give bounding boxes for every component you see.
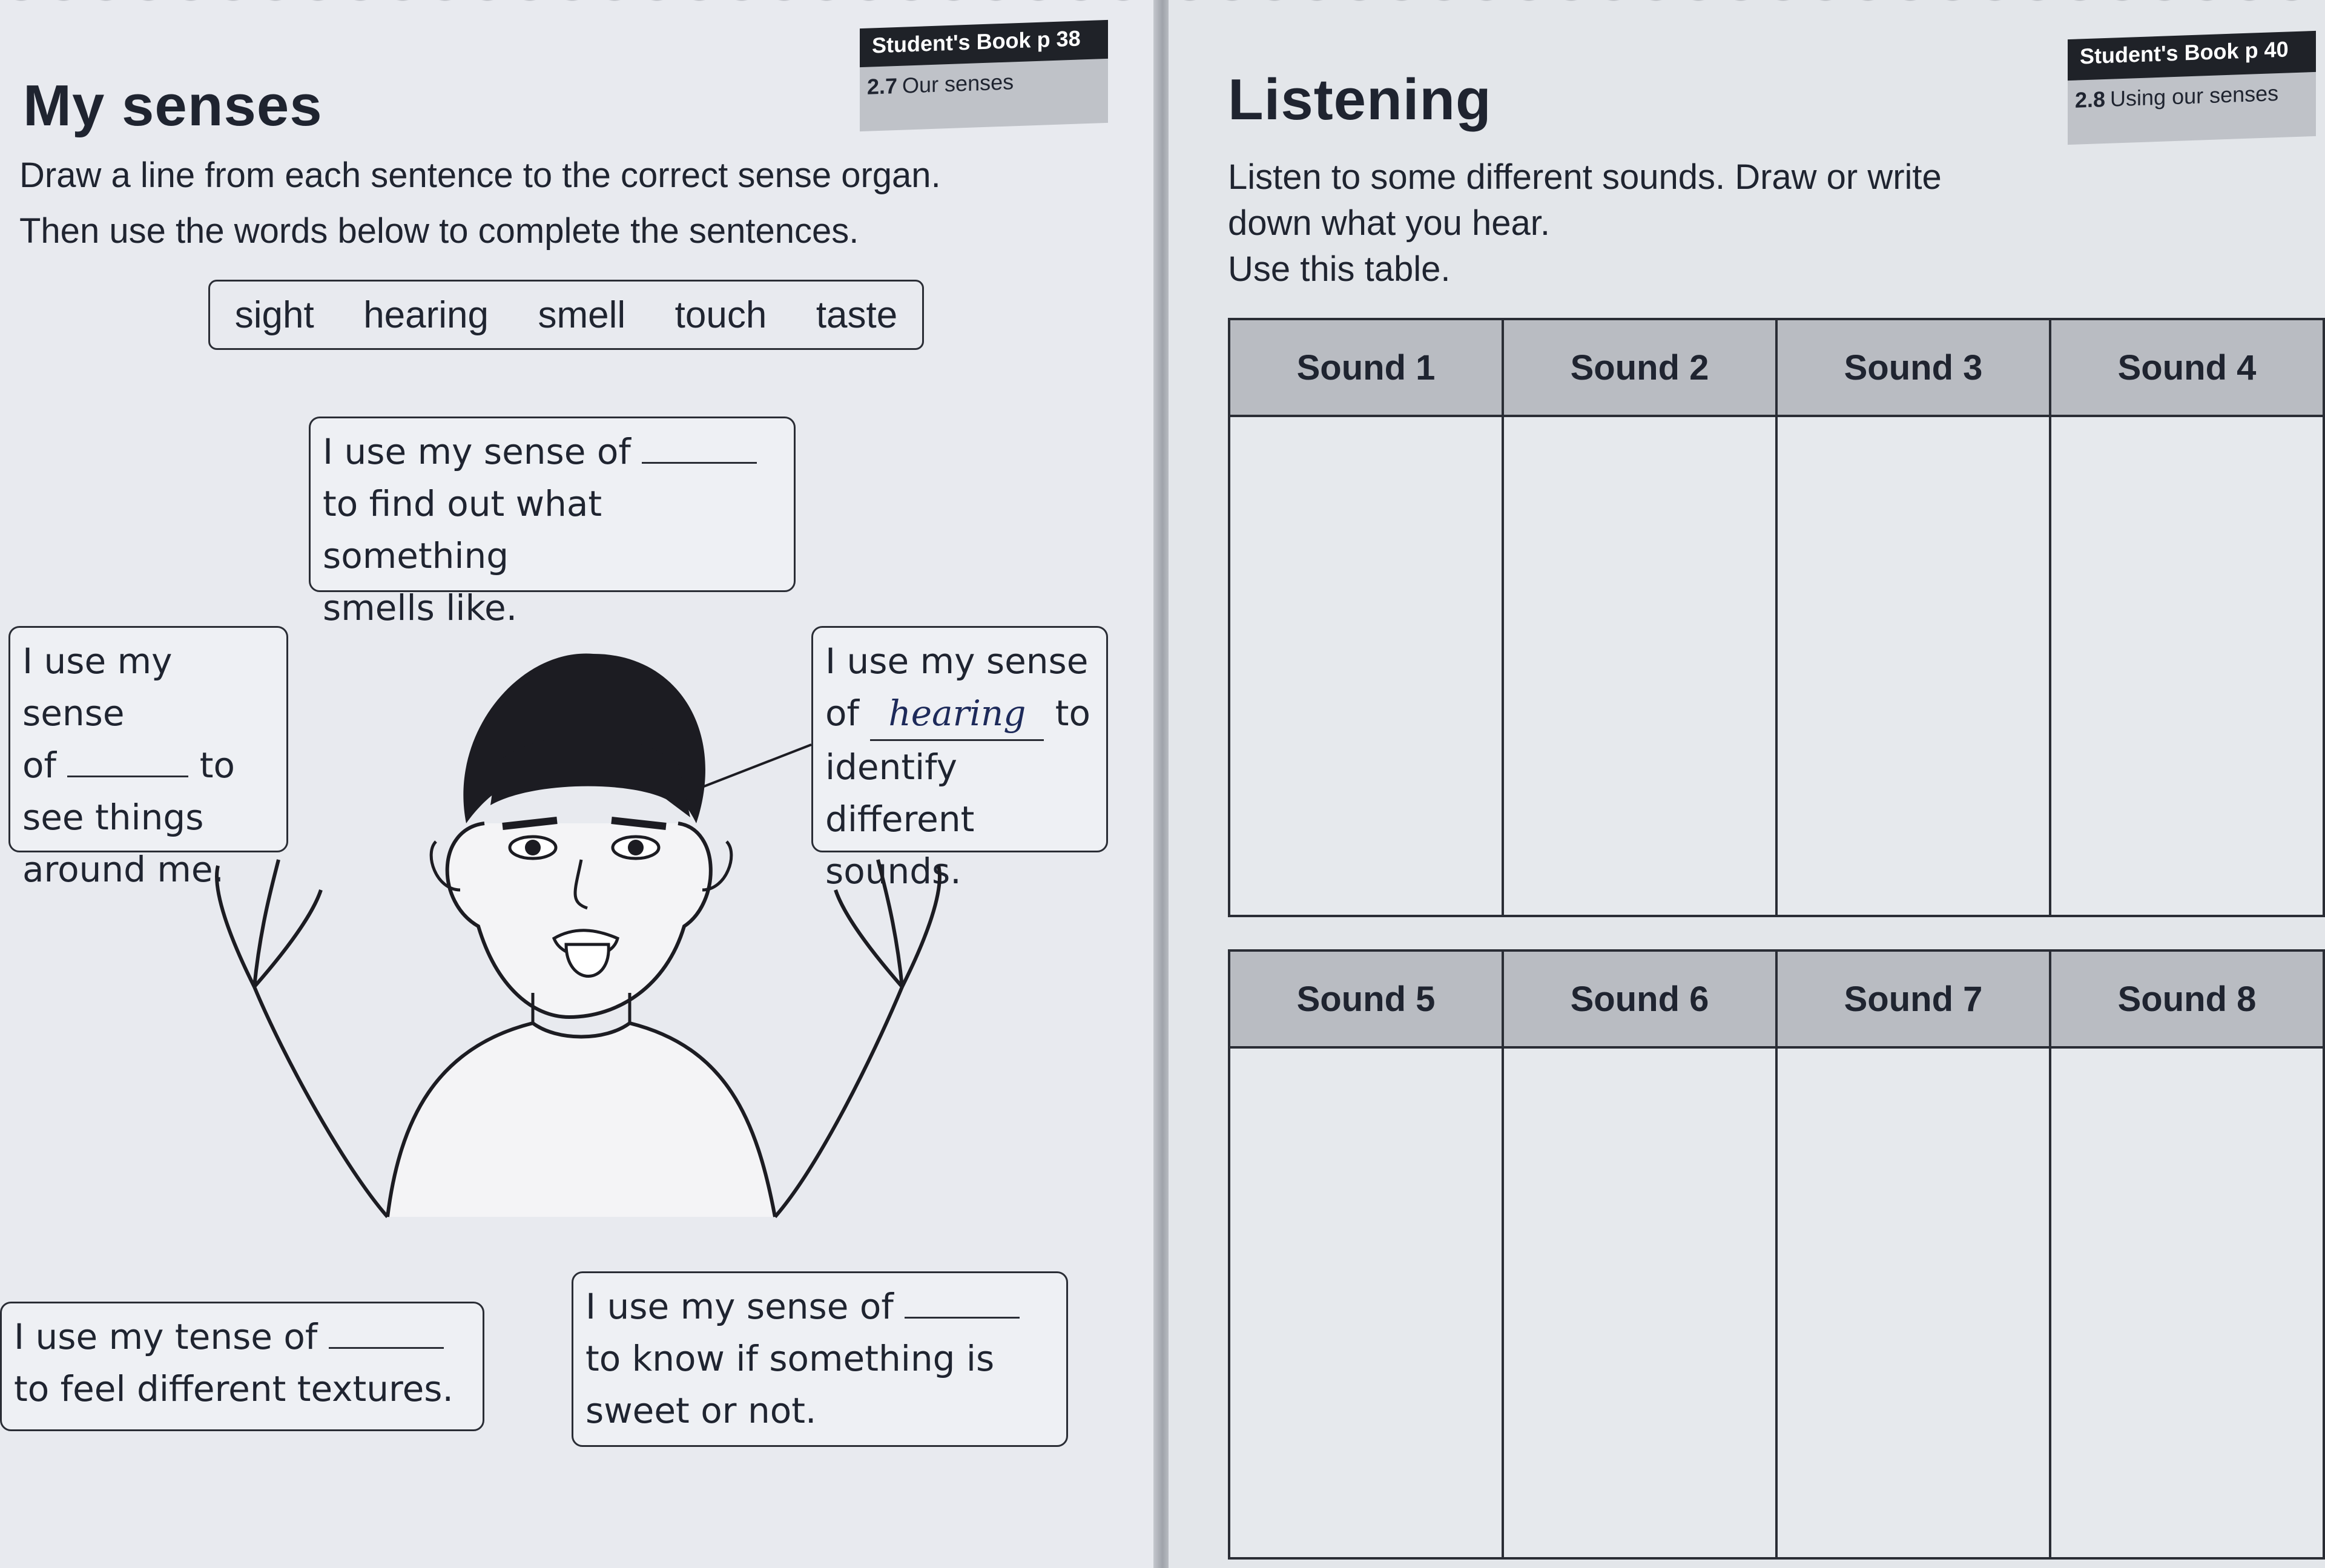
lesson-title: Our senses xyxy=(902,69,1014,98)
table-header-row xyxy=(1229,950,2324,1047)
sentence-text: to xyxy=(1055,693,1091,734)
instruction-line: Draw a line from each sentence to the correct sense organ. xyxy=(19,156,941,195)
sentence-text: identify different xyxy=(825,746,975,840)
table-header-row xyxy=(1229,319,2324,416)
sentence-text: see things xyxy=(22,797,204,838)
lesson-title: Using our senses xyxy=(2110,80,2279,111)
decorative-border xyxy=(0,0,1156,18)
sentence-text: of xyxy=(22,745,56,786)
answer-cell-sound-4[interactable] xyxy=(2050,416,2324,916)
right-pupil xyxy=(628,840,644,855)
lesson-tab xyxy=(860,59,1108,131)
sound-table-bottom xyxy=(1228,949,2325,1560)
word-bank xyxy=(208,280,924,350)
instructions xyxy=(19,148,941,259)
sentence-text: to find out what something xyxy=(323,483,602,576)
instructions xyxy=(1228,154,1942,292)
answer-cell-sound-3[interactable] xyxy=(1776,416,2050,916)
word-sight: sight xyxy=(234,294,314,336)
page-title: My senses xyxy=(23,73,323,138)
left-hand xyxy=(217,860,321,987)
sentence-text: sounds. xyxy=(825,851,961,892)
right-workbook-page xyxy=(1169,0,2325,1568)
sentence-text: to xyxy=(199,745,236,786)
answer-blank[interactable] xyxy=(67,749,188,777)
decorative-border xyxy=(1169,0,2325,18)
face xyxy=(447,823,711,1017)
sentence-box-touch xyxy=(0,1302,484,1431)
header-sound-3: Sound 3 xyxy=(1776,319,2050,416)
table-row xyxy=(1229,416,2324,916)
handwritten-answer[interactable]: hearing xyxy=(870,687,1044,741)
instruction-line: Listen to some different sounds. Draw or write xyxy=(1228,157,1942,197)
right-hand xyxy=(836,860,940,987)
header-sound-4: Sound 4 xyxy=(2050,319,2324,416)
lesson-label xyxy=(2075,81,2278,113)
sentence-box-smell xyxy=(309,417,796,628)
sentence-text: around me. xyxy=(22,849,224,890)
sentence-text: I use my tense of xyxy=(14,1316,318,1357)
sentence-text: to feel different textures. xyxy=(14,1368,453,1409)
lesson-label xyxy=(867,69,1014,99)
answer-cell-sound-6[interactable] xyxy=(1503,1047,1776,1558)
left-workbook-page xyxy=(0,0,1156,1568)
answer-cell-sound-5[interactable] xyxy=(1229,1047,1503,1558)
answer-cell-sound-2[interactable] xyxy=(1503,416,1776,916)
lesson-tab xyxy=(2068,72,2316,145)
sentence-text: I use my sense of xyxy=(585,1286,894,1327)
header-sound-7: Sound 7 xyxy=(1776,950,2050,1047)
lesson-number: 2.8 xyxy=(2075,86,2106,113)
header-sound-1: Sound 1 xyxy=(1229,319,1503,416)
instruction-line: down what you hear. xyxy=(1228,203,1551,243)
book-reference: Student's Book p 40 xyxy=(2080,36,2289,69)
sentence-text: to know if something is xyxy=(585,1338,995,1379)
header-sound-6: Sound 6 xyxy=(1503,950,1776,1047)
sentence-box-taste xyxy=(572,1271,1068,1447)
sentence-text: I use my sense of xyxy=(323,431,631,472)
instruction-line: Then use the words below to complete the sentences. xyxy=(19,211,859,251)
sentence-text: smells like. xyxy=(323,587,518,628)
sentence-text: sweet or not. xyxy=(585,1390,817,1431)
sentence-text: I use my sense xyxy=(22,641,173,734)
answer-blank[interactable] xyxy=(642,435,757,464)
word-hearing: hearing xyxy=(363,294,489,336)
header-sound-2: Sound 2 xyxy=(1503,319,1776,416)
answer-cell-sound-8[interactable] xyxy=(2050,1047,2324,1558)
instruction-line: Use this table. xyxy=(1228,249,1451,289)
page-title: Listening xyxy=(1228,67,1492,132)
shirt xyxy=(388,1023,775,1217)
boy-illustration xyxy=(194,624,981,1247)
sound-table-top xyxy=(1228,318,2325,917)
pointer-line xyxy=(702,745,811,787)
left-pupil xyxy=(525,840,541,855)
lesson-number: 2.7 xyxy=(867,73,898,99)
header-sound-8: Sound 8 xyxy=(2050,950,2324,1047)
table-row xyxy=(1229,1047,2324,1558)
word-smell: smell xyxy=(538,294,626,336)
answer-blank[interactable] xyxy=(329,1320,444,1349)
word-taste: taste xyxy=(816,294,898,336)
word-touch: touch xyxy=(674,294,767,336)
answer-cell-sound-1[interactable] xyxy=(1229,416,1503,916)
book-reference: Student's Book p 38 xyxy=(872,25,1081,58)
sentence-text: I use my sense xyxy=(825,641,1089,682)
answer-blank[interactable] xyxy=(905,1290,1020,1319)
header-sound-5: Sound 5 xyxy=(1229,950,1503,1047)
sentence-text: of xyxy=(825,693,859,734)
answer-cell-sound-7[interactable] xyxy=(1776,1047,2050,1558)
